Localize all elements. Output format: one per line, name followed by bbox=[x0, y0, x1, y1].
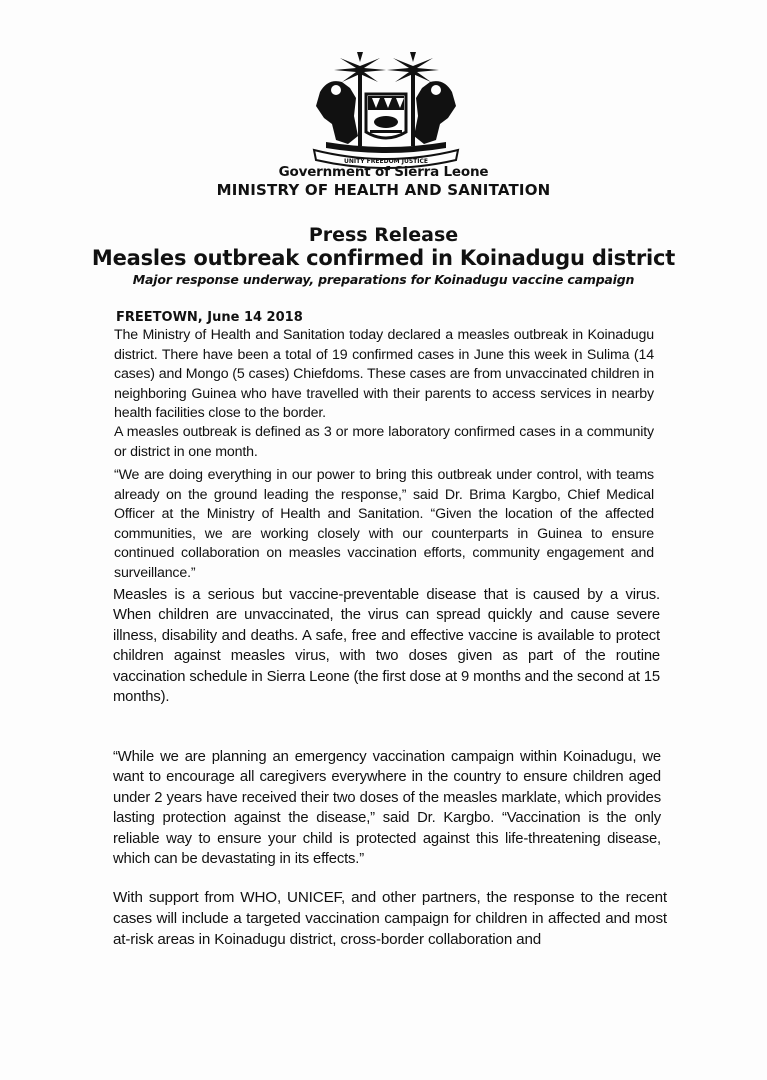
body-paragraph-5: “While we are planning an emergency vaccination campaign within Koinadugu, we want to encourage all caregivers everywhere in the country to ensure children aged under 2 years have received their two doses of the measles marklate, which provides lasting protection against the disease,” said Dr. Kargbo. “Vaccination is the only reliable way to ensure your child is protected against this life-threatening disease, which can be devastating in its effects.” bbox=[113, 749, 661, 868]
dateline: FREETOWN, June 14 2018 bbox=[116, 310, 303, 325]
headline: Measles outbreak confirmed in Koinadugu district bbox=[91, 246, 676, 270]
subheadline: Major response underway, preparations for Koinadugu vaccine campaign bbox=[132, 272, 635, 287]
crest-motto: UNITY FREEDOM JUSTICE bbox=[344, 158, 428, 165]
body-paragraph-6: With support from WHO, UNICEF, and other partners, the response to the recent cases will include a targeted vaccination campaign for children in affected and most at-risk areas in Koinadugu district, cross-border collaboration and bbox=[113, 889, 667, 948]
body-paragraph-4: Measles is a serious but vaccine-preventable disease that is caused by a virus. When children are unvaccinated, the virus can spread quickly and cause severe illness, disability and deaths. A safe, free and effective vaccine is available to protect children against measles virus, with two doses given as part of the routine vaccination schedule in Sierra Leone (the first dose at 9 months and the second at 15 months). bbox=[113, 587, 660, 706]
ministry-name: MINISTRY OF HEALTH AND SANITATION bbox=[216, 181, 551, 199]
body-paragraph-2: A measles outbreak is defined as 3 or more laboratory confirmed cases in a community or district in one month. bbox=[114, 424, 654, 460]
body-paragraph-3: “We are doing everything in our power to bring this outbreak under control, with teams already on the ground leading the response,” said Dr. Brima Kargbo, Chief Medical Officer at the Ministry of Health and Sanitation. “Given the location of the affected communities, we are working closely with our counterparts in Guinea to ensure continued collaboration on measles vaccination efforts, community engagement and surveillance.” bbox=[114, 467, 654, 581]
document-type-label: Press Release bbox=[308, 224, 459, 246]
coat-of-arms-icon bbox=[306, 52, 466, 170]
government-name: Government of Sierra Leone bbox=[278, 164, 489, 180]
body-paragraph-1: The Ministry of Health and Sanitation today declared a measles outbreak in Koinadugu district. There have been a total of 19 confirmed cases in June this week in Sulima (14 cases) and Mongo (5 cases) Chiefdoms. These cases are from unvaccinated children in neighboring Guinea who have travelled with their parents to access services in nearby health facilities close to the border. bbox=[114, 327, 654, 422]
